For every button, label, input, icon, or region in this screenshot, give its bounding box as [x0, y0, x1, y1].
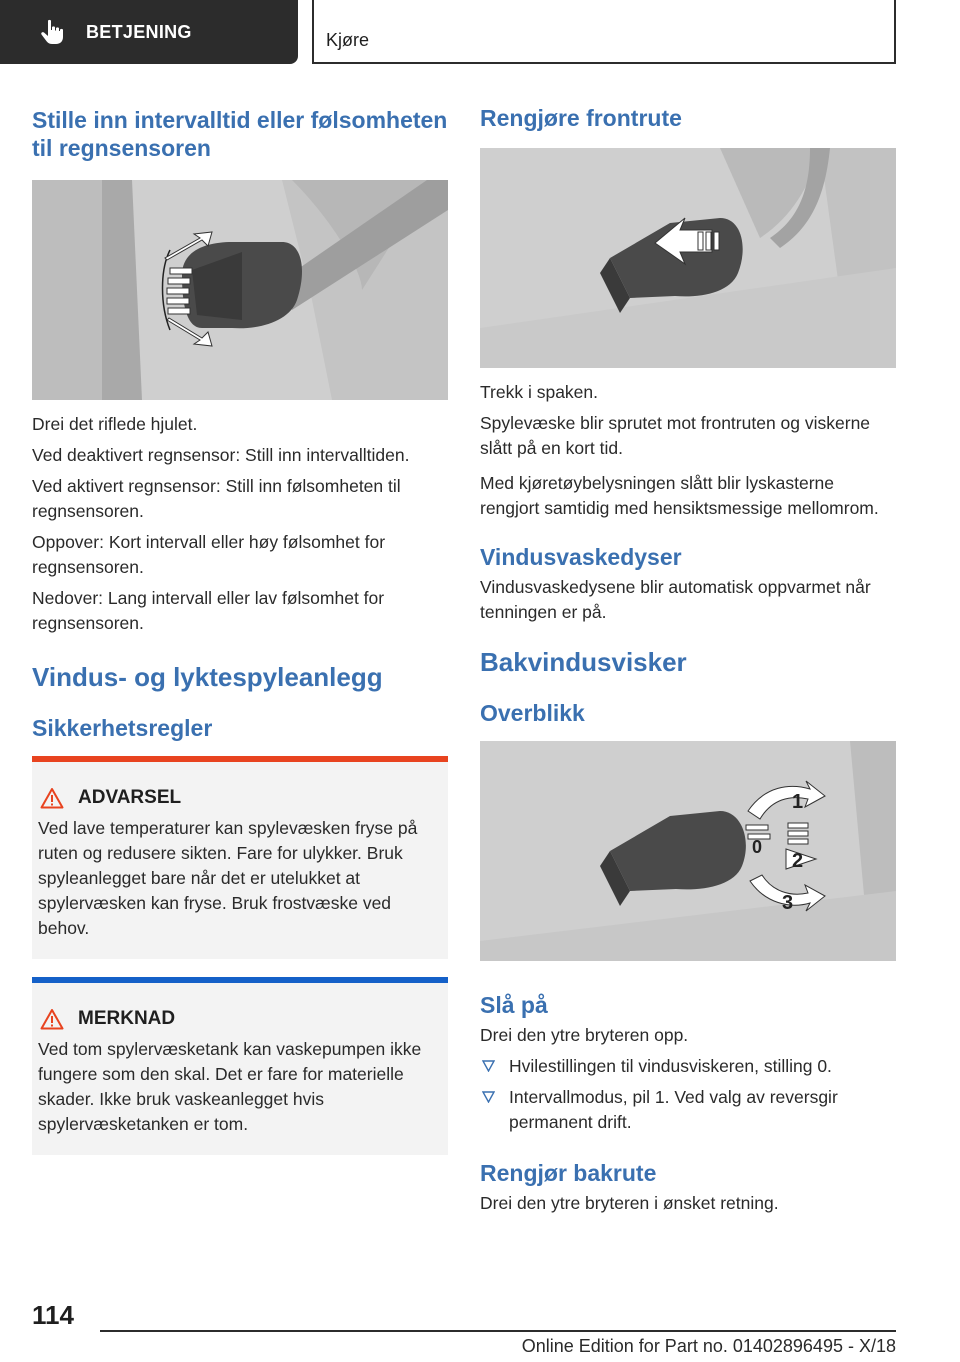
paragraph: Nedover: Lang intervall eller lav følsomhet for regnsensoren.: [32, 588, 385, 633]
paragraph: Trekk i spaken.: [480, 382, 599, 402]
heading-clean-rear: Rengjør bakrute: [480, 1160, 657, 1186]
left-column: [32, 100, 448, 1155]
footer-edition: Online Edition for Part no. 01402896495 - X/18: [521, 1336, 896, 1356]
paragraph: Spylevæske blir sprutet mot frontruten og viskerne slått på en kort tid.: [480, 413, 871, 458]
note-label: MERKNAD: [78, 1008, 176, 1029]
page-header: [0, 0, 960, 66]
bullet-list: [480, 1054, 896, 1135]
breadcrumb-label: Kjøre: [326, 30, 370, 50]
paragraph: Oppover: Kort intervall eller høy følsomhet for regnsensoren.: [32, 532, 386, 577]
paragraph: Drei den ytre bryteren opp.: [480, 1025, 689, 1045]
figure-stalk-pull: [480, 148, 896, 368]
figure-wiper-wheel: [32, 180, 448, 400]
wiper-stalk-pull-illustration: [480, 148, 896, 368]
heading-nozzles: Vindusvaskedyser: [480, 544, 682, 570]
paragraph: Ved aktivert regnsensor: Still inn følsomheten til regnsensoren.: [32, 476, 401, 521]
triangle-bullet-icon: [482, 1060, 495, 1072]
paragraph: Med kjøretøybelysningen slått blir lyskasterne rengjort samtidig med hensiktsmessige mellomrom.: [480, 473, 879, 518]
paragraph: Ved deaktivert regnsensor: Still inn intervalltiden.: [32, 445, 410, 465]
warning-text: Ved lave temperaturer kan spylevæsken fryse på ruten og redusere sikten. Fare for ulykker. Bruk spyleanlegget bare når det er utelukket at spylervæsken kan fryse. Bruk frostvæske ved behov.: [38, 818, 418, 938]
warning-box: [32, 756, 448, 959]
position-label: 1: [792, 791, 804, 813]
warning-triangle-icon: [40, 787, 64, 809]
breadcrumb: [312, 0, 896, 64]
section-tab: [0, 0, 298, 64]
heading-overview: Overblikk: [480, 700, 585, 726]
position-label: 2: [792, 850, 804, 872]
position-label: 0: [752, 837, 763, 857]
heading-on: Slå på: [480, 992, 548, 1018]
wiper-stalk-wheel-illustration: [32, 180, 448, 400]
note-box: [32, 977, 448, 1155]
heading-safety: Sikkerhetsregler: [32, 715, 213, 741]
position-label: 3: [782, 892, 794, 914]
note-text: Ved tom spylervæsketank kan vaskepumpen ikke fungere som den skal. Det er fare for materielle skader. Ikke bruk vaskeanlegget hvis spylervæsketanken er tom.: [38, 1039, 422, 1134]
list-item: Hvilestillingen til vindusviskeren, stilling 0.: [480, 1054, 896, 1079]
right-column: [480, 100, 896, 1216]
section-title: BETJENING: [86, 21, 192, 42]
triangle-bullet-icon: [482, 1091, 495, 1103]
figure-rear-wiper: [480, 741, 896, 961]
heading-clean: Rengjøre frontrute: [480, 105, 682, 131]
paragraph: Drei den ytre bryteren i ønsket retning.: [480, 1193, 779, 1213]
footer-divider: [100, 1330, 896, 1332]
heading-interval: Stille inn intervalltid eller følsomheten til regnsensoren: [32, 107, 448, 161]
hand-pointer-icon: [38, 18, 66, 46]
paragraph: Vindusvaskedysene blir automatisk oppvarmet når tenningen er på.: [480, 577, 871, 622]
heading-rear: Bakvindusvisker: [480, 647, 687, 677]
heading-washer: Vindus- og lyktespyleanlegg: [32, 662, 383, 692]
note-triangle-icon: [40, 1008, 64, 1030]
rear-wiper-switch-illustration: [480, 741, 896, 961]
page-number: 114: [32, 1300, 74, 1330]
paragraph: Drei det riflede hjulet.: [32, 414, 198, 434]
warning-label: ADVARSEL: [78, 787, 182, 808]
list-item: Intervallmodus, pil 1. Ved valg av reversgir permanent drift.: [480, 1085, 896, 1135]
